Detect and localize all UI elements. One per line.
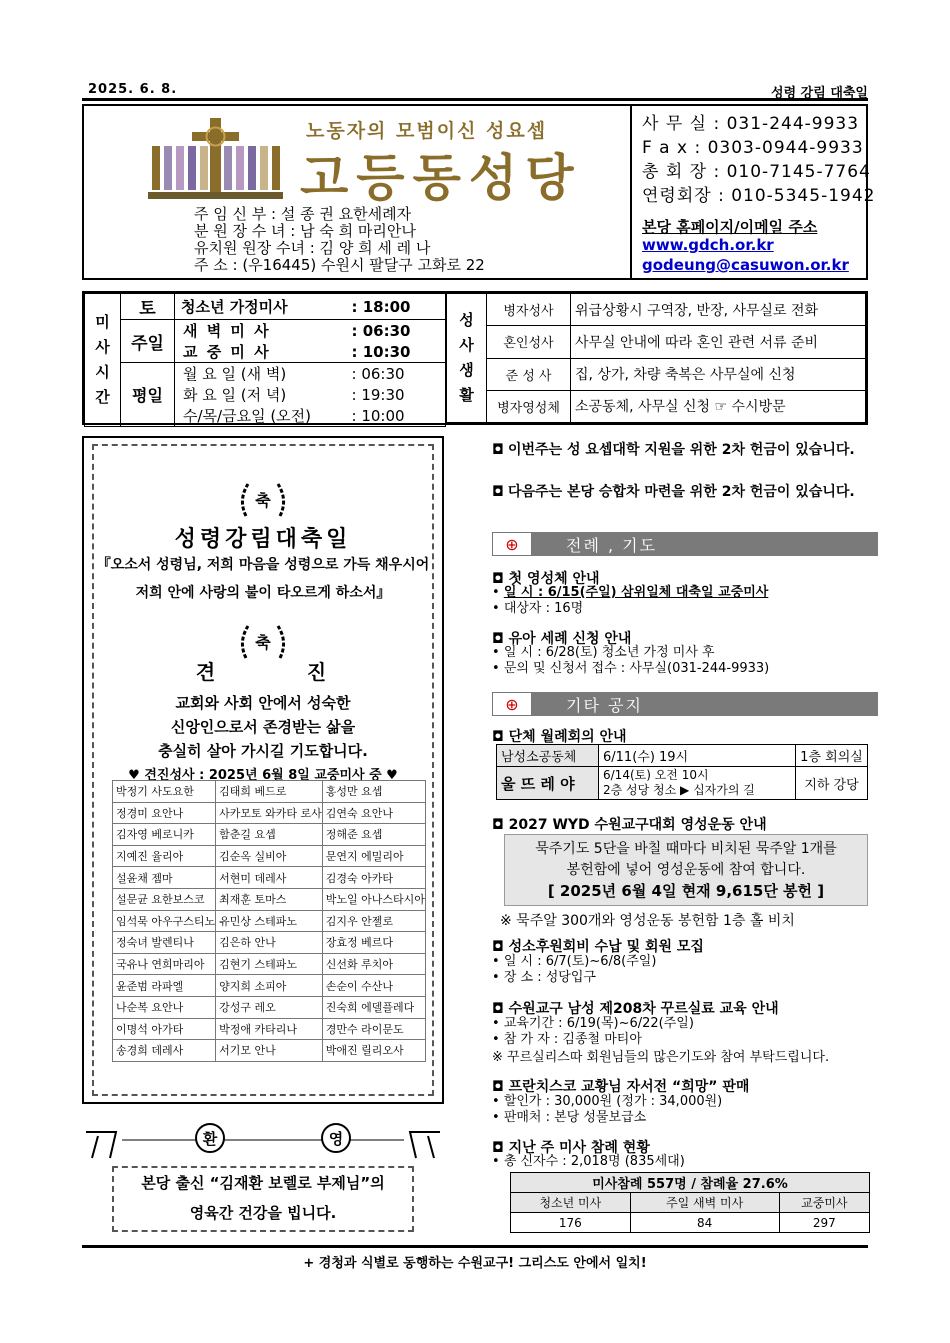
confirmand-name: 강성구 레오 [216,996,323,1018]
weekday-time-3: : 10:00 [352,405,446,427]
name-row [113,932,426,954]
confirmand-name: 김은하 안나 [216,932,323,954]
attendance-value: 176 [511,1213,631,1233]
group-where: 지하 강당 [796,767,868,800]
header-box [82,104,876,280]
checkbox-icon: ◘ [492,442,504,458]
header-left [84,106,632,278]
attendance-value: 297 [779,1213,869,1233]
contact-funeral: 연령회장 : 010-5345-1942 [642,186,876,206]
sacrament-name: 병자성사 [487,294,571,326]
name-row [113,845,426,867]
confirmation-msg-3: 충실히 살아 가시길 기도합니다. [158,742,368,760]
cross-icon: ⊕ [492,532,532,556]
confirmand-name: 김연숙 요안나 [322,802,425,824]
sat-mass-name: 청소년 가정미사 [175,294,352,320]
svg-text:영: 영 [328,1130,344,1148]
staff-sister: 분 원 장 수 녀 : 남 숙 희 마리안나 [194,222,416,240]
email-link[interactable]: godeung@casuwon.or.kr [642,256,849,274]
confirmand-name: 장효정 베르다 [322,932,425,954]
wyd-title: ◘ 2027 WYD 수원교구대회 영성운동 안내 [492,817,767,833]
cursillo-title: ◘ 수원교구 남성 제208차 꾸르실료 교육 안내 [492,1001,779,1017]
name-row [113,996,426,1018]
sun-time-2: : 10:30 [352,341,446,363]
checkbox-icon: ◘ [492,1140,509,1156]
confirmand-name: 박정기 사도요한 [113,781,216,803]
confirmand-name: 송경희 데레사 [113,1040,216,1062]
contact-list [642,112,875,208]
staff-list [194,206,485,274]
checkbox-icon: ◘ [492,631,509,647]
groups-table [496,744,868,800]
confirmand-name: 박노일 아나스타시아 [322,888,425,910]
svg-text:축: 축 [255,633,271,652]
cursillo-participant: • 참 가 자 : 김종철 마티아 [492,1032,642,1047]
welcome-msg-1: 본당 출신 “김재환 보렐로 부제님”의 [141,1174,385,1192]
name-row [113,888,426,910]
confirmand-name: 지예진 율리아 [113,845,216,867]
contact-panel [634,106,876,278]
notice-1: ◘ 이번주는 성 요셉대학 지원을 위한 2차 헌금이 있습니다. [492,442,855,458]
prayer-line-1: 『오소서 성령님, 저희 마음을 성령으로 가득 채우시어 [96,557,430,573]
checkbox-icon: ◘ [492,817,509,833]
sacrament-name: 준 성 사 [487,358,571,390]
church-motto: 노동자의 모범이신 성요셉 [306,120,548,142]
confirmand-name: 진숙희 에델플레다 [322,996,425,1018]
church-name: 고등동성당 [300,149,582,207]
mass-label: 미 사 시 간 [85,294,121,427]
confirmation-box [82,436,444,1104]
confirmand-name: 양지희 소피아 [216,975,323,997]
confirmand-name: 서현미 데레사 [216,867,323,889]
sacrament-desc: 소공동체, 사무실 신청 ☞ 수시방문 [571,390,866,422]
sacraments-table [446,293,866,423]
confirmand-name: 함춘길 요셉 [216,824,323,846]
name-row [113,1018,426,1040]
confirmand-name: 윤준범 라파엘 [113,975,216,997]
confirmand-name: 나순복 요안나 [113,996,216,1018]
first-communion-count: • 대상자 : 16명 [492,601,584,616]
sacrament-desc: 위급상황시 구역장, 반장, 사무실로 전화 [571,294,866,326]
checkbox-icon: ◘ [492,571,509,587]
group-name: 울 뜨 레 야 [497,767,599,800]
attendance-title: ◘ 지난 주 미사 참례 현황 [492,1140,650,1156]
confirmation-mass-info: ♥ 견진성사 : 2025년 6월 8일 교중미사 중 ♥ [128,768,398,783]
first-communion-date: • 일 시 : 6/15(주일) 삼위일체 대축일 교중미사 [492,585,769,600]
checkbox-icon: ◘ [492,729,509,745]
confirmand-name: 박애진 릴리오사 [322,1040,425,1062]
attendance-col: 청소년 미사 [511,1193,631,1213]
vocation-date: • 일 시 : 6/7(토)~6/8(주일) [492,954,657,969]
wreath-icon [236,480,290,520]
checkbox-icon: ◘ [492,1001,509,1017]
confirmand-name: 김태희 베드로 [216,781,323,803]
name-row [113,910,426,932]
footer-rule [82,1245,868,1248]
footer-slogan: + 경청과 식별로 동행하는 수원교구! 그리스도 안에서 일치! [303,1256,647,1271]
weekday-mass-2: 화 요 일 (저 녁) [175,384,352,405]
staff-kindergarten: 유치원 원장 수녀 : 김 양 희 세 레 나 [194,239,431,257]
groups-title: ◘ 단체 월례회의 안내 [492,729,627,745]
other-notice-bar: ⊕ 기타 공지 [492,692,878,716]
confirmand-name: 신선화 루치아 [322,953,425,975]
website-link[interactable]: www.gdch.or.kr [642,236,774,254]
confirmand-name: 최재훈 토마스 [216,888,323,910]
group-where: 1층 회의실 [796,745,868,767]
welcome-msg-2: 영육간 건강을 빕니다. [189,1204,337,1222]
confirmand-name: 손순이 수산나 [322,975,425,997]
sacrament-name: 병자영성체 [487,390,571,422]
sun-time-1: : 06:30 [352,320,446,342]
weekday-time-1: : 06:30 [352,363,446,385]
church-address: 주 소 : (우16445) 수원시 팔달구 고화로 22 [194,256,485,274]
confirmand-name: 유민상 스테파노 [216,910,323,932]
church-logo [148,116,283,201]
checkbox-icon: ◘ [492,939,509,955]
vocation-title: ◘ 성소후원회비 수납 및 회원 모집 [492,939,704,955]
name-row [113,824,426,846]
confirmand-name: 김현기 스테파노 [216,953,323,975]
group-when: 6/14(토) 오전 10시 2층 성당 청소 ▶ 십자가의 길 [599,767,796,800]
name-row [113,802,426,824]
infant-baptism-title: ◘ 유아 세례 신청 안내 [492,631,632,647]
confirmand-name: 김순옥 실비아 [216,845,323,867]
confirmand-name: 설문균 요한보스코 [113,888,216,910]
festival-title: 성령강림대축일 [174,527,352,552]
first-communion-title: ◘ 첫 영성체 안내 [492,571,600,587]
attendance-summary: 미사참례 557명 / 참례율 27.6% [511,1173,870,1193]
confirmation-title: 견 진 [195,660,331,684]
confirmation-names-table [112,780,426,1062]
confirmand-name: 국유나 연희마리아 [113,953,216,975]
cursillo-note: ※ 꾸르실리스따 회원님들의 많은기도와 참여 부탁드립니다. [492,1050,830,1065]
name-row [113,867,426,889]
prayer-line-2: 저희 안에 사랑의 불이 타오르게 하소서』 [135,585,391,601]
checkbox-icon: ◘ [492,484,504,500]
confirmand-name: 사카모토 와카타 로사 [216,802,323,824]
confirmand-name: 박정애 카타리나 [216,1018,323,1040]
notice-2: ◘ 다음주는 본당 승합차 마련을 위한 2차 헌금이 있습니다. [492,484,855,500]
cursillo-period: • 교육기간 : 6/19(목)~6/22(주일) [492,1016,694,1031]
wyd-note: ※ 묵주알 300개와 영성운동 봉헌함 1층 홀 비치 [500,913,795,929]
contact-fax: F a x : 0303-0944-9933 [642,138,864,158]
svg-text:환: 환 [202,1130,218,1148]
sat-label: 토 [121,294,175,320]
confirmand-name: 김자영 베로니카 [113,824,216,846]
svg-text:축: 축 [255,491,271,510]
sat-mass-time: : 18:00 [352,294,446,320]
name-row [113,953,426,975]
infant-baptism-date: • 일 시 : 6/28(토) 청소년 가정 미사 후 [492,645,715,660]
name-row [113,781,426,803]
confirmand-name: 이명석 아가타 [113,1018,216,1040]
vocation-place: • 장 소 : 성당입구 [492,970,596,985]
book-title: ◘ 프란치스코 교황님 자서전 “희망” 판매 [492,1079,750,1095]
attendance-total: • 총 신자수 : 2,018명 (835세대) [492,1154,685,1169]
weekday-label: 평일 [121,363,175,427]
sun-label: 주일 [121,320,175,363]
group-name: 남성소공동체 [497,745,599,767]
cross-icon: ⊕ [492,692,532,716]
sacrament-name: 혼인성사 [487,326,571,358]
attendance-table [510,1172,870,1233]
confirmand-name: 김지우 안젤로 [322,910,425,932]
confirmand-name: 설윤채 젬마 [113,867,216,889]
sacraments-label: 성 사 생 활 [447,294,487,423]
attendance-col: 교중미사 [779,1193,869,1213]
name-row [113,975,426,997]
occasion: 성령 강림 대축일 [771,86,868,101]
book-seller: • 판매처 : 본당 성물보급소 [492,1110,647,1125]
sacrament-desc: 사무실 안내에 따라 혼인 관련 서류 준비 [571,326,866,358]
confirmation-msg-2: 신앙인으로서 존경받는 삶을 [170,718,356,736]
attendance-col: 주일 새벽 미사 [630,1193,779,1213]
book-price: • 할인가 : 30,000원 (정가 : 34,000원) [492,1094,723,1109]
wyd-box: 묵주기도 5단을 바칠 때마다 비치된 묵주알 1개를 봉헌함에 넣어 영성운동에 참여 합니다. [ 2025년 6월 4일 현재 9,615단 봉헌 ] [504,834,868,906]
ribbon-decoration [82,1122,444,1162]
confirmand-name: 정경미 요안나 [113,802,216,824]
group-when: 6/11(수) 19시 [599,745,796,767]
weekday-time-2: : 19:30 [352,384,446,405]
confirmand-name: 서기모 안나 [216,1040,323,1062]
confirmand-name: 홍성만 요셉 [322,781,425,803]
weekday-mass-1: 월 요 일 (새 벽) [175,363,352,385]
confirmation-msg-1: 교회와 사회 안에서 성숙한 [175,694,351,712]
welcome-box [82,1122,444,1234]
mass-times-table [84,293,446,427]
checkbox-icon: ◘ [492,1079,509,1095]
sun-mass-2: 교 중 미 사 [175,341,352,363]
attendance-value: 84 [630,1213,779,1233]
confirmand-name: 문연지 에밀리아 [322,845,425,867]
staff-pastor: 주 임 신 부 : 설 종 권 요한세례자 [194,205,412,223]
contact-office: 사 무 실 : 031-244-9933 [642,114,860,134]
liturgy-bar: ⊕ 전례 , 기도 [492,532,878,556]
issue-date: 2025. 6. 8. [88,82,178,97]
confirmand-name: 임석묵 아우구스티노 [113,910,216,932]
name-row [113,1040,426,1062]
infant-baptism-contact: • 문의 및 신청서 접수 : 사무실(031-244-9933) [492,661,770,676]
confirmand-name: 정해준 요셉 [322,824,425,846]
sacrament-desc: 집, 상가, 차량 축복은 사무실에 신청 [571,358,866,390]
web-title: 본당 홈페이지/이메일 주소 [642,218,818,236]
weekday-mass-3: 수/목/금요일 (오전) [175,405,352,427]
mass-schedule-box [82,291,868,425]
confirmand-name: 경만수 라이문도 [322,1018,425,1040]
confirmand-name: 정숙녀 발렌티나 [113,932,216,954]
confirmation-inner [92,444,434,1096]
confirmand-name: 김경숙 아카타 [322,867,425,889]
top-rule [82,98,868,101]
sun-mass-1: 새 벽 미 사 [175,320,352,342]
contact-president: 총 회 장 : 010-7145-7764 [642,162,871,182]
